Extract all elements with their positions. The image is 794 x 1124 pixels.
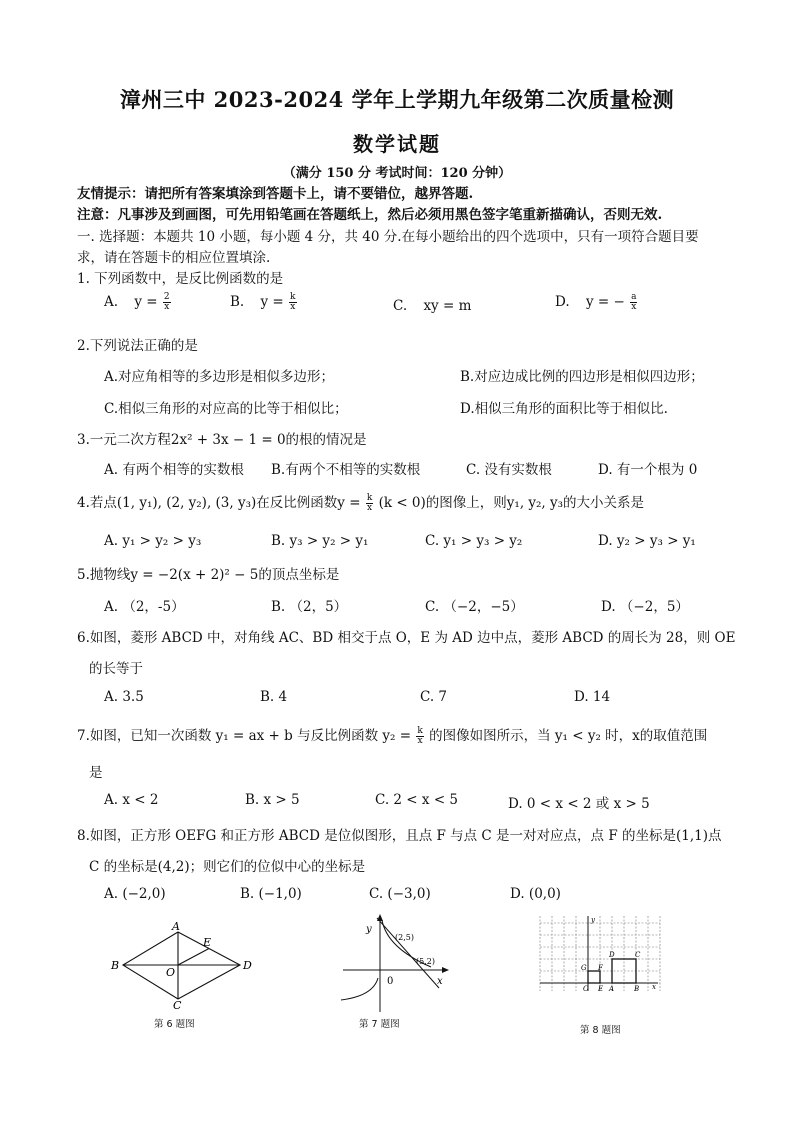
q4-stem-pre: 4.若点(1, y₁), (2, y₂), (3, y₃)在反比例函数y = [77,495,361,511]
q6-option-c: C. 7 [420,689,448,705]
q2-option-c: C.相似三角形的对应高的比等于相似比； [104,401,348,417]
q1-option-b [230,293,298,312]
option-label: C. [393,298,408,314]
option-label: A. [104,294,119,310]
label-f: F [598,964,603,972]
q4-stem-post: (k < 0)的图像上，则y₁, y₂, y₃的大小关系是 [378,495,645,511]
label-x: x [437,976,443,987]
attention-note: 注意：凡事涉及到画图，可先用铅笔画在答题纸上，然后必须用黑色签字笔重新描确认，否则无效. [77,207,663,223]
fraction-numerator: 2 [163,292,170,302]
q1-option-a [104,293,172,312]
segment-oe [178,949,209,966]
q8-option-b: B. (−1,0) [240,886,302,902]
fig6-rhombus-diagram [105,915,255,1010]
label-x: x [652,983,656,991]
q3-option-c: C. 没有实数根 [466,462,552,478]
q7-option-d: D. 0 < x < 2 或 x > 5 [508,796,650,812]
x-axis-arrow-icon [442,967,449,973]
q5-option-a: A. （2，-5） [104,599,185,615]
formula-text: xy = m [423,298,472,314]
q8-stem-line2: C 的坐标是(4,2)；则它们的位似中心的坐标是 [89,859,366,875]
q3-option-d: D. 有一个根为 0 [598,462,698,478]
q6-option-d: D. 14 [574,689,611,705]
section-intro-line2: 求，请在答题卡的相应位置填涂. [77,250,271,266]
fraction-denominator: x [367,503,373,513]
q8-option-c: C. (−3,0) [369,886,431,902]
q3-option-b: B.有两个不相等的实数根 [271,462,421,478]
label-origin: 0 [387,976,394,987]
q2-option-a: A.对应角相等的多边形是相似多边形； [104,369,335,385]
fig7-caption: 第 7 题图 [359,1019,400,1030]
label-d: D [609,951,615,959]
square-oefg [588,971,600,983]
fig6-caption: 第 6 题图 [154,1019,195,1030]
label-y: y [366,924,372,935]
friendly-tip: 友情提示：请把所有答案填涂到答题卡上，请不要错位，越界答题. [77,186,474,202]
q4-option-c: C. y₁ > y₃ > y₂ [425,533,523,549]
exam-subtitle: 数学试题 [353,132,441,156]
exam-title: 漳州三中 2023-2024 学年上学期九年级第二次质量检测 [119,87,675,112]
label-c: C [173,999,182,1010]
q6-stem-line1: 6.如图，菱形 ABCD 中，对角线 AC、BD 相交于点 O，E 为 AD 边中点，菱形 ABCD 的周长为 28，则 OE [77,630,736,646]
q8-option-d: D. (0,0) [510,886,561,902]
q5-option-b: B. （2，5） [271,599,348,615]
label-a: A [609,985,615,993]
label-point-5-2: (5,2) [416,957,435,966]
fraction-denominator: x [164,302,170,312]
fraction [416,727,423,746]
y-axis-arrow-icon [377,914,383,921]
label-o: O [583,985,589,993]
fraction-numerator: a [631,292,637,302]
fraction [366,494,373,513]
fraction [630,293,637,312]
q6-option-a: A. 3.5 [104,689,144,705]
fraction-denominator: x [631,302,637,312]
fraction-denominator: x [290,302,296,312]
label-e: E [203,936,212,949]
q1-option-c [393,298,471,314]
q7-stem-pre: 7.如图，已知一次函数 y₁ = ax + b 与反比例函数 y₂ = [77,728,412,744]
q2-stem: 2.下列说法正确的是 [77,338,198,354]
q8-stem-line1: 8.如图，正方形 OEFG 和正方形 ABCD 是位似图形，且点 F 与点 C 是一对对应点，点 F 的坐标是(1,1)点 [77,828,722,844]
q7-stem-post: 的图像如图所示，当 y₁ < y₂ 时，x的取值范围 [429,728,708,744]
formula-text: y = [134,294,158,310]
q4-option-d: D. y₂ > y₃ > y₁ [598,533,696,549]
label-o: O [166,966,176,979]
fig8-caption: 第 8 题图 [580,1025,621,1036]
q3-stem: 3.一元二次方程2x² + 3x − 1 = 0的根的情况是 [77,432,367,448]
label-b: B [111,959,120,972]
q7-stem [77,724,707,746]
q2-option-d: D.相似三角形的面积比等于相似比. [460,401,668,417]
q7-option-b: B. x > 5 [245,792,300,808]
q6-option-b: B. 4 [260,689,288,705]
fraction [163,293,171,312]
q3-option-a: A. 有两个相等的实数根 [104,462,244,478]
q5-option-c: C. （−2，−5） [425,599,524,615]
q2-option-b: B.对应边成比例的四边形是相似四边形； [460,369,704,385]
fraction-numerator: k [290,292,296,302]
formula-text: y = − [585,294,625,310]
fig8-grid-diagram [536,913,662,993]
section-intro-line1: 一. 选择题：本题共 10 小题，每小题 4 分，共 40 分.在每小题给出的四个选项中，只有一项符合题目要 [77,229,699,245]
label-b: B [634,985,640,993]
q7-option-a: A. x < 2 [104,792,159,808]
label-a: A [172,920,180,933]
exam-meta: （满分 150 分 考试时间：120 分钟） [282,166,512,181]
q1-stem: 1. 下列函数中，是反比例函数的是 [77,271,284,287]
fraction-denominator: x [417,736,423,746]
label-g: G [581,964,587,972]
hyperbola-branch-2 [341,978,378,1000]
q8-option-a: A. (−2,0) [104,886,166,902]
fraction-numerator: k [417,726,423,736]
formula-text: y = [260,294,284,310]
q4-option-b: B. y₃ > y₂ > y₁ [271,533,369,549]
label-d: D [243,959,252,972]
option-label: D. [555,294,570,310]
label-y: y [591,916,595,924]
q5-option-d: D. （−2，5） [601,599,689,615]
q4-stem [77,491,644,513]
q4-option-a: A. y₁ > y₂ > y₃ [104,533,202,549]
option-label: B. [230,294,245,310]
label-c: C [635,951,641,959]
q5-stem: 5.抛物线y = −2(x + 2)² − 5的顶点坐标是 [77,567,340,583]
q7-option-c: C. 2 < x < 5 [375,792,459,808]
fraction-numerator: k [366,493,373,503]
q1-option-d [555,293,638,312]
fraction [289,293,296,312]
fig7-graph-diagram [335,912,450,1014]
q7-stem-line2: 是 [89,765,103,781]
q6-stem-line2: 的长等于 [89,661,143,677]
label-e: E [598,985,604,993]
label-point-2-5: (2,5) [395,933,414,942]
